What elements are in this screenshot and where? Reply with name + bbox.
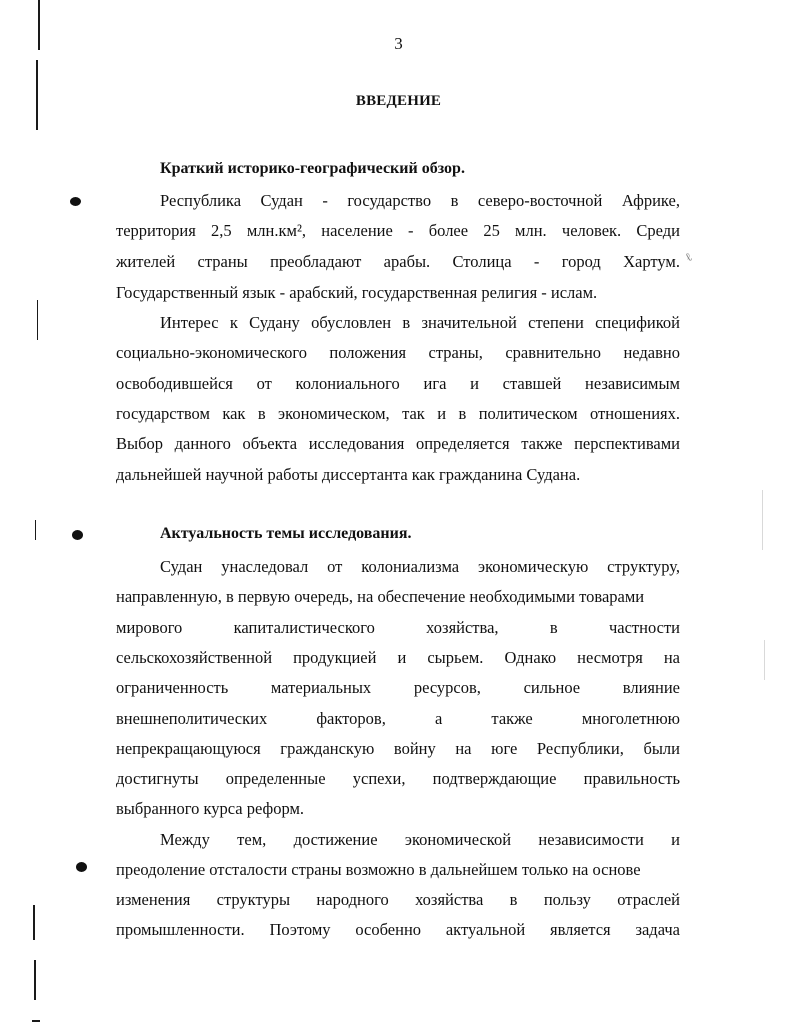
binding-edge-line	[32, 1020, 40, 1022]
binding-edge-line	[33, 905, 35, 940]
text-line: социально-экономического положения страны, сравнительно недавно	[116, 343, 680, 362]
text-line: сельскохозяйственной продукцией и сырьем. Однако несмотря на	[116, 648, 680, 667]
text-line: освободившейся от колониального ига и ставшей независимым	[116, 374, 680, 393]
punch-mark	[72, 530, 83, 540]
punch-mark	[70, 197, 81, 206]
text-line: Выбор данного объекта исследования определяется также перспективами	[116, 434, 680, 453]
text-line: достигнуты определенные успехи, подтверждающие правильность	[116, 769, 680, 788]
page-heading: ВВЕДЕНИЕ	[355, 93, 442, 109]
text-line: промышленности. Поэтому особенно актуальной является задача	[116, 920, 680, 939]
text-line: Между тем, достижение экономической независимости и	[160, 830, 680, 849]
page-number: 3	[394, 34, 403, 53]
text-line: государством как в экономическом, так и в политическом отношениях.	[116, 404, 680, 423]
binding-edge-line	[34, 960, 36, 1000]
section-title: Актуальность темы исследования.	[160, 525, 412, 542]
text-line: внешнеполитических факторов, а также многолетнюю	[116, 709, 680, 728]
scan-noise	[762, 490, 763, 550]
text-line: мирового капиталистического хозяйства, в частности	[116, 618, 680, 637]
text-line: Судан унаследовал от колониализма экономическую структуру,	[160, 557, 680, 576]
binding-edge-line	[37, 300, 38, 340]
text-line: Республика Судан - государство в северо-восточной Африке,	[160, 191, 680, 210]
text-line: непрекращающуюся гражданскую войну на юге Республики, были	[116, 739, 680, 758]
text-line: Интерес к Судану обусловлен в значительной степени спецификой	[160, 313, 680, 332]
text-line: жителей страны преобладают арабы. Столица - город Хартум.	[116, 252, 680, 271]
section-title: Краткий историко-географический обзор.	[160, 160, 465, 177]
text-line: ограниченность материальных ресурсов, сильное влияние	[116, 678, 680, 697]
text-line: выбранного курса реформ.	[116, 799, 305, 818]
text-line: дальнейшей научной работы диссертанта как гражданина Судана.	[116, 465, 581, 484]
text-line: преодоление отсталости страны возможно в дальнейшем только на основе	[116, 860, 641, 879]
text-line: направленную, в первую очередь, на обеспечение необходимыми товарами	[116, 587, 645, 606]
pencil-mark: ℓ	[682, 249, 695, 265]
text-line: Государственный язык - арабский, государственная религия - ислам.	[116, 283, 598, 302]
text-line: территория 2,5 млн.км², население - более 25 млн. человек. Среди	[116, 221, 680, 240]
scan-noise	[764, 640, 765, 680]
punch-mark	[76, 862, 87, 872]
binding-edge-line	[35, 520, 36, 540]
text-line: изменения структуры народного хозяйства в пользу отраслей	[116, 890, 680, 909]
